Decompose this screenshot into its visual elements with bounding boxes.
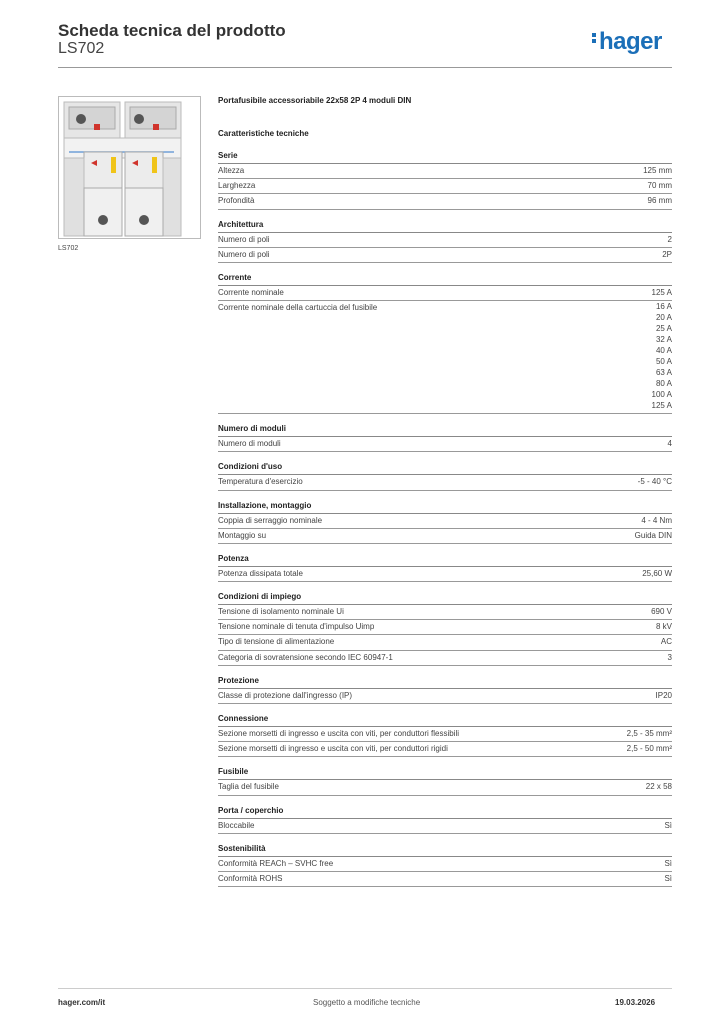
section-title: Porta / coperchio xyxy=(218,804,672,819)
spec-label: Corrente nominale della cartuccia del fusibile xyxy=(218,303,378,313)
spec-label: Conformità REACh – SVHC free xyxy=(218,858,334,868)
spec-value: 32 A xyxy=(655,335,672,345)
product-title: Portafusibile accessoriabile 22x58 2P 4 moduli DIN xyxy=(218,96,412,105)
spec-value: -5 - 40 °C xyxy=(637,477,672,487)
spec-value: 25,60 W xyxy=(642,568,672,578)
spec-row xyxy=(218,233,672,248)
section-title: Sostenibilità xyxy=(218,842,672,857)
spec-label: Numero di poli xyxy=(218,234,270,244)
spec-value: 2,5 - 35 mm² xyxy=(626,729,672,738)
spec-sections xyxy=(218,149,672,887)
section-title: Fusibile xyxy=(218,765,672,780)
spec-label: Classe di protezione dall'ingresso (IP) xyxy=(218,690,353,700)
spec-value: 70 mm xyxy=(647,181,672,191)
spec-row xyxy=(218,248,672,263)
spec-label: Montaggio su xyxy=(218,530,267,540)
spec-value: 4 - 4 Nm xyxy=(641,515,672,525)
spec-label: Coppia di serraggio nominale xyxy=(218,515,323,525)
image-caption: LS702 xyxy=(58,245,79,252)
spec-row xyxy=(218,437,672,452)
spec-value: 20 A xyxy=(655,313,672,323)
spec-row xyxy=(218,605,672,620)
spec-value: 690 V xyxy=(651,607,672,617)
spec-row xyxy=(218,179,672,194)
spec-row xyxy=(218,286,672,301)
spec-value: 2P xyxy=(662,249,672,259)
spec-value: 63 A xyxy=(655,368,672,378)
spec-label: Categoria di sovratensione secondo IEC 60947-1 xyxy=(218,652,393,662)
spec-label: Corrente nominale xyxy=(218,287,284,297)
spec-value: 125 A xyxy=(651,401,672,411)
spec-row xyxy=(218,620,672,635)
spec-row xyxy=(218,727,672,742)
spec-value: 96 mm xyxy=(647,196,672,206)
footer-disclaimer: Soggetto a modifiche tecniche xyxy=(313,998,421,1007)
spec-value: AC xyxy=(660,637,672,647)
footer-date: 19.03.2026 xyxy=(615,998,656,1007)
spec-value: 25 A xyxy=(655,324,672,334)
section-title: Numero di moduli xyxy=(218,422,672,437)
spec-label: Tensione nominale di tenuta d'impulso Uimp xyxy=(218,622,375,632)
section-title: Condizioni di impiego xyxy=(218,590,672,605)
spec-value: 125 mm xyxy=(643,166,672,175)
spec-row xyxy=(218,529,672,544)
section-title: Condizioni d'uso xyxy=(218,460,672,475)
spec-label: Sezione morsetti di ingresso e uscita con viti, per conduttori flessibili xyxy=(218,729,459,738)
spec-label: Bloccabile xyxy=(218,820,255,830)
spec-label: Numero di moduli xyxy=(218,439,281,449)
brand-name: hager xyxy=(599,28,662,55)
spec-value: Sì xyxy=(664,820,672,830)
footer-divider xyxy=(58,988,672,989)
section-title: Protezione xyxy=(218,674,672,689)
section-title: Serie xyxy=(218,149,672,164)
spec-row xyxy=(218,301,672,414)
spec-row xyxy=(218,475,672,490)
spec-row xyxy=(218,819,672,834)
product-code: LS702 xyxy=(58,40,105,57)
spec-row xyxy=(218,514,672,529)
spec-value: 2 xyxy=(667,234,672,244)
spec-value: Guida DIN xyxy=(634,530,672,540)
spec-row xyxy=(218,567,672,582)
spec-value: 80 A xyxy=(655,379,672,389)
spec-value: 16 A xyxy=(655,302,672,312)
header-divider xyxy=(58,67,672,68)
spec-row xyxy=(218,689,672,704)
spec-label: Potenza dissipata totale xyxy=(218,568,303,578)
section-title: Architettura xyxy=(218,218,672,233)
footer-website-link[interactable]: hager.com/it xyxy=(58,998,106,1007)
spec-label: Altezza xyxy=(218,166,245,175)
spec-value: 8 kV xyxy=(655,622,672,632)
spec-row xyxy=(218,651,672,666)
section-title: Potenza xyxy=(218,552,672,567)
section-title: Installazione, montaggio xyxy=(218,499,672,514)
spec-label: Profondità xyxy=(218,196,255,206)
main-section-title: Caratteristiche tecniche xyxy=(218,129,309,138)
spec-row xyxy=(218,780,672,795)
spec-row xyxy=(218,164,672,179)
spec-value: 3 xyxy=(667,652,672,662)
spec-label: Conformità ROHS xyxy=(218,873,283,883)
fuse-holder-illustration xyxy=(59,97,200,238)
spec-value-list xyxy=(652,301,672,413)
spec-row xyxy=(218,872,672,887)
spec-value: 22 x 58 xyxy=(645,782,672,792)
spec-row xyxy=(218,742,672,757)
spec-label: Tipo di tensione di alimentazione xyxy=(218,637,335,647)
section-title: Connessione xyxy=(218,712,672,727)
spec-label: Temperatura d'esercizio xyxy=(218,477,303,487)
page-title: Scheda tecnica del prodotto xyxy=(58,21,286,40)
spec-value: 50 A xyxy=(655,357,672,367)
spec-content xyxy=(218,96,672,887)
brand-logo[interactable] xyxy=(592,28,662,56)
spec-value: 2,5 - 50 mm² xyxy=(626,744,672,754)
spec-label: Sezione morsetti di ingresso e uscita con viti, per conduttori rigidi xyxy=(218,744,448,754)
product-image xyxy=(58,96,201,239)
spec-value: 40 A xyxy=(655,346,672,356)
spec-label: Taglia del fusibile xyxy=(218,782,279,792)
spec-value: 4 xyxy=(667,439,672,449)
spec-value: IP20 xyxy=(655,690,672,700)
spec-value: Sì xyxy=(664,873,672,883)
spec-value: 100 A xyxy=(651,390,672,400)
spec-row xyxy=(218,857,672,872)
section-title: Corrente xyxy=(218,271,672,286)
spec-label: Tensione di isolamento nominale Ui xyxy=(218,607,344,617)
spec-label: Larghezza xyxy=(218,181,256,191)
spec-value: 125 A xyxy=(651,287,672,297)
logo-dots-icon xyxy=(592,31,597,45)
spec-row xyxy=(218,194,672,209)
spec-row xyxy=(218,635,672,650)
spec-label: Numero di poli xyxy=(218,249,270,259)
spec-value: Sì xyxy=(664,858,672,868)
